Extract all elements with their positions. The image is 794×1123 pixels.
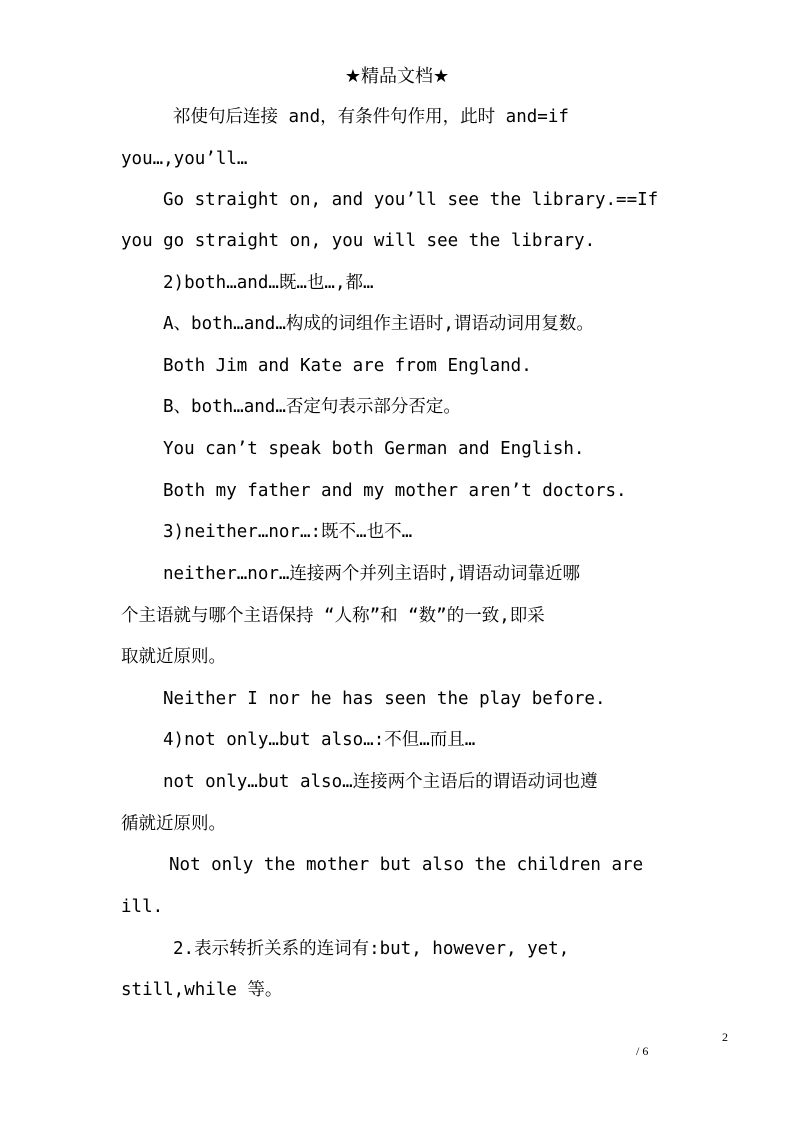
text-line: You can’t speak both German and English. <box>163 439 585 459</box>
text-line: still,while 等。 <box>121 980 283 1000</box>
text-line: 个主语就与哪个主语保持 “人称”和 “数”的一致,即采 <box>121 606 545 626</box>
text-line: 4)not only…but also…:不但…而且… <box>163 730 476 750</box>
text-line: 2.表示转折关系的连词有:but, however, yet, <box>173 939 570 959</box>
text-line: not only…but also…连接两个主语后的谓语动词也遵 <box>163 772 598 792</box>
text-line: Neither I nor he has seen the play before. <box>163 689 606 709</box>
text-line: Go straight on, and you’ll see the library.==If <box>163 190 659 210</box>
text-line: Both Jim and Kate are from England. <box>163 356 532 376</box>
text-line: 3)neither…nor…:既不…也不… <box>163 522 413 542</box>
text-line: 循就近原则。 <box>121 814 226 834</box>
document-header: ★精品文档★ <box>344 66 450 87</box>
page-number: 2 <box>722 1030 728 1044</box>
text-line: 2)both…and…既…也…,都… <box>163 273 374 293</box>
text-line: B、both…and…否定句表示部分否定。 <box>163 397 461 417</box>
text-line: 取就近原则。 <box>121 647 226 667</box>
text-line: Not only the mother but also the children are <box>169 855 644 875</box>
text-line: neither…nor…连接两个并列主语时,谓语动词靠近哪 <box>163 564 580 584</box>
text-line: you…,you’ll… <box>121 149 248 169</box>
text-line: A、both…and…构成的词组作主语时,谓语动词用复数。 <box>163 314 594 334</box>
text-line: you go straight on, you will see the library. <box>121 231 596 251</box>
text-line: 祁使句后连接 and，有条件句作用，此时 and=if <box>173 107 569 127</box>
text-line: ill. <box>121 897 164 917</box>
page-total: / 6 <box>636 1044 649 1058</box>
text-line: Both my father and my mother aren’t doctors. <box>163 481 627 501</box>
